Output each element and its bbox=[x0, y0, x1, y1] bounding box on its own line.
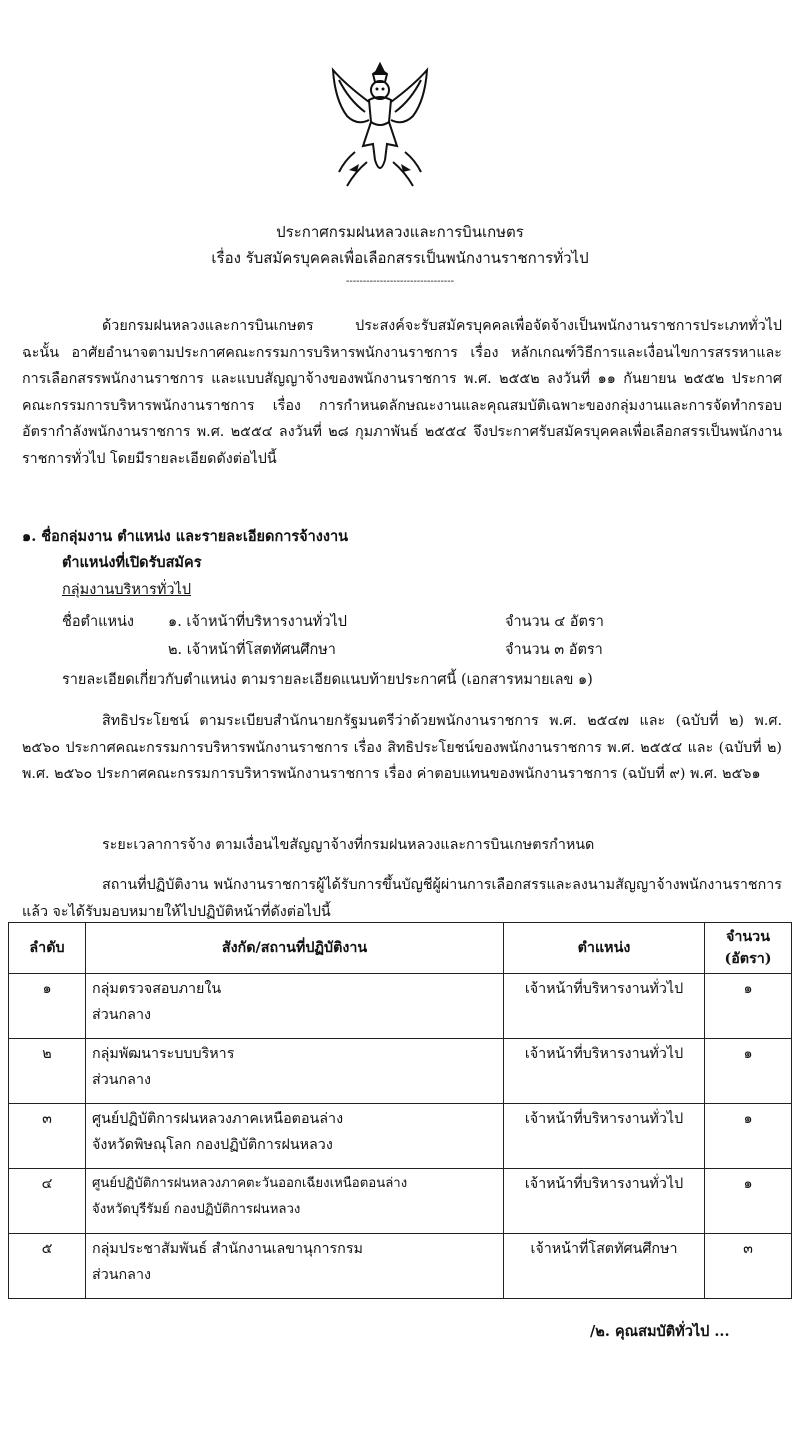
job-group-label: กลุ่มงานบริหารทั่วไป bbox=[62, 582, 192, 598]
row-unit bbox=[86, 974, 504, 1039]
row-unit bbox=[86, 1169, 504, 1234]
row-position: เจ้าหน้าที่บริหารงานทั่วไป bbox=[504, 1039, 705, 1104]
row-unit-line2: จังหวัดพิษณุโลก กองปฏิบัติการฝนหลวง bbox=[92, 1137, 333, 1153]
separator-line: -------------------------------- bbox=[345, 276, 455, 287]
position-name-label: ชื่อตำแหน่ง bbox=[62, 614, 135, 630]
header-count bbox=[705, 923, 792, 974]
row-unit bbox=[86, 1039, 504, 1104]
row-unit-line2: ส่วนกลาง bbox=[92, 1072, 151, 1088]
table-row bbox=[9, 974, 792, 1039]
position-2-name: ๒. เจ้าหน้าที่โสตทัศนศึกษา bbox=[168, 642, 336, 658]
position-1-name: ๑. เจ้าหน้าที่บริหารงานทั่วไป bbox=[168, 614, 347, 630]
table-row bbox=[9, 1104, 792, 1169]
announcement-subject: เรื่อง รับสมัครบุคคลเพื่อเลือกสรรเป็นพนักงานราชการทั่วไป bbox=[211, 249, 589, 267]
announcement-title: ประกาศกรมฝนหลวงและการบินเกษตร bbox=[276, 223, 524, 241]
header-count-line1: จำนวน bbox=[726, 929, 770, 945]
intro-paragraph bbox=[22, 313, 782, 473]
row-position: เจ้าหน้าที่บริหารงานทั่วไป bbox=[504, 974, 705, 1039]
row-unit-line2: ส่วนกลาง bbox=[92, 1267, 151, 1283]
section-1-heading: ๑. ชื่อกลุ่มงาน ตำแหน่ง และรายละเอียดการจ้างงาน bbox=[22, 528, 349, 545]
header-count-line2: (อัตรา) bbox=[724, 951, 772, 967]
position-2-count: จำนวน ๓ อัตรา bbox=[505, 642, 603, 658]
row-count: ๑ bbox=[705, 1039, 792, 1104]
row-position: เจ้าหน้าที่บริหารงานทั่วไป bbox=[504, 1169, 705, 1234]
workplace-paragraph bbox=[22, 872, 782, 925]
position-details-note: รายละเอียดเกี่ยวกับตำแหน่ง ตามรายละเอียดแนบท้ายประกาศนี้ (เอกสารหมายเลข ๑) bbox=[62, 672, 593, 688]
row-count: ๓ bbox=[705, 1234, 792, 1299]
workplace-table bbox=[8, 922, 792, 1299]
header-position: ตำแหน่ง bbox=[504, 923, 705, 974]
garuda-emblem-icon bbox=[325, 60, 435, 190]
row-unit-line2: ส่วนกลาง bbox=[92, 1007, 151, 1023]
intro-text: ด้วยกรมฝนหลวงและการบินเกษตร ประสงค์จะรับสมัครบุคคลเพื่อจัดจ้างเป็นพนักงานราชการประเภททั่วไป ฉะนั้น อาศัยอำนาจตามประกาศคณะกรรมการบริหารพนักงานราชการ เรื่อง หลักเกณฑ์วิธีการและเงื่อนไขการสรรหาและการเลือกสรรพนักงานราชการ และแบบสัญญาจ้างของพนักงานราชการ พ.ศ. ๒๕๕๒ ลงวันที่ ๑๑ กันยายน ๒๕๕๒ ประกาศคณะกรรมการบริหารพนักงานราชการ เรื่อง การกำหนดลักษณะงานและคุณสมบัติเฉพาะของกลุ่มงานและการจัดทำกรอบอัตรากำลังพนักงานราชการ พ.ศ. ๒๕๕๔ ลงวันที่ ๒๘ กุมภาพันธ์ ๒๕๕๔ จึงประกาศรับสมัครบุคคลเพื่อเลือกสรรเป็นพนักงานราชการทั่วไป โดยมีรายละเอียดดังต่อไปนี้ bbox=[22, 318, 782, 467]
row-no: ๔ bbox=[9, 1169, 86, 1234]
row-unit-line1: กลุ่มตรวจสอบภายใน bbox=[92, 981, 222, 997]
row-unit-line1: กลุ่มพัฒนาระบบบริหาร bbox=[92, 1046, 235, 1062]
table-row bbox=[9, 1039, 792, 1104]
table-row bbox=[9, 1169, 792, 1234]
row-unit-line1: ศูนย์ปฏิบัติการฝนหลวงภาคเหนือตอนล่าง bbox=[92, 1111, 344, 1127]
workplace-text: สถานที่ปฏิบัติงาน พนักงานราชการผู้ได้รับการขึ้นบัญชีผู้ผ่านการเลือกสรรและลงนามสัญญาจ้างพนักงานราชการแล้ว จะได้รับมอบหมายให้ไปปฏิบัติหน้าที่ดังต่อไปนี้ bbox=[22, 877, 782, 920]
benefits-text: สิทธิประโยชน์ ตามระเบียบสำนักนายกรัฐมนตรีว่าด้วยพนักงานราชการ พ.ศ. ๒๕๔๗ และ (ฉบับที่ ๒) พ.ศ. ๒๕๖๐ ประกาศคณะกรรมการบริหารพนักงานราชการ เรื่อง สิทธิประโยชน์ของพนักงานราชการ พ.ศ. ๒๕๕๔ และ (ฉบับที่ ๒) พ.ศ. ๒๕๖๐ ประกาศคณะกรรมการบริหารพนักงานราชการ เรื่อง ค่าตอบแทนของพนักงานราชการ (ฉบับที่ ๙) พ.ศ. ๒๕๖๑ bbox=[22, 713, 782, 783]
row-count: ๑ bbox=[705, 1169, 792, 1234]
row-position: เจ้าหน้าที่โสตทัศนศึกษา bbox=[504, 1234, 705, 1299]
table-row bbox=[9, 1234, 792, 1299]
row-count: ๑ bbox=[705, 1104, 792, 1169]
row-unit bbox=[86, 1104, 504, 1169]
benefits-paragraph bbox=[22, 708, 782, 788]
position-1-count: จำนวน ๔ อัตรา bbox=[505, 614, 604, 630]
header-no: ลำดับ bbox=[9, 923, 86, 974]
header-unit: สังกัด/สถานที่ปฏิบัติงาน bbox=[86, 923, 504, 974]
open-positions-heading: ตำแหน่งที่เปิดรับสมัคร bbox=[62, 554, 202, 571]
row-unit-line1: ศูนย์ปฏิบัติการฝนหลวงภาคตะวันออกเฉียงเหนือตอนล่าง bbox=[92, 1176, 408, 1191]
row-unit-line1: กลุ่มประชาสัมพันธ์ สำนักงานเลขานุการกรม bbox=[92, 1241, 363, 1257]
row-no: ๓ bbox=[9, 1104, 86, 1169]
row-count: ๑ bbox=[705, 974, 792, 1039]
row-unit-line2: จังหวัดบุรีรัมย์ กองปฏิบัติการฝนหลวง bbox=[92, 1202, 301, 1217]
row-unit bbox=[86, 1234, 504, 1299]
row-position: เจ้าหน้าที่บริหารงานทั่วไป bbox=[504, 1104, 705, 1169]
employment-period: ระยะเวลาการจ้าง ตามเงื่อนไขสัญญาจ้างที่กรมฝนหลวงและการบินเกษตรกำหนด bbox=[102, 837, 595, 853]
row-no: ๕ bbox=[9, 1234, 86, 1299]
continuation-note: /๒. คุณสมบัติทั่วไป ... bbox=[590, 1323, 730, 1340]
row-no: ๑ bbox=[9, 974, 86, 1039]
table-header-row bbox=[9, 923, 792, 974]
row-no: ๒ bbox=[9, 1039, 86, 1104]
